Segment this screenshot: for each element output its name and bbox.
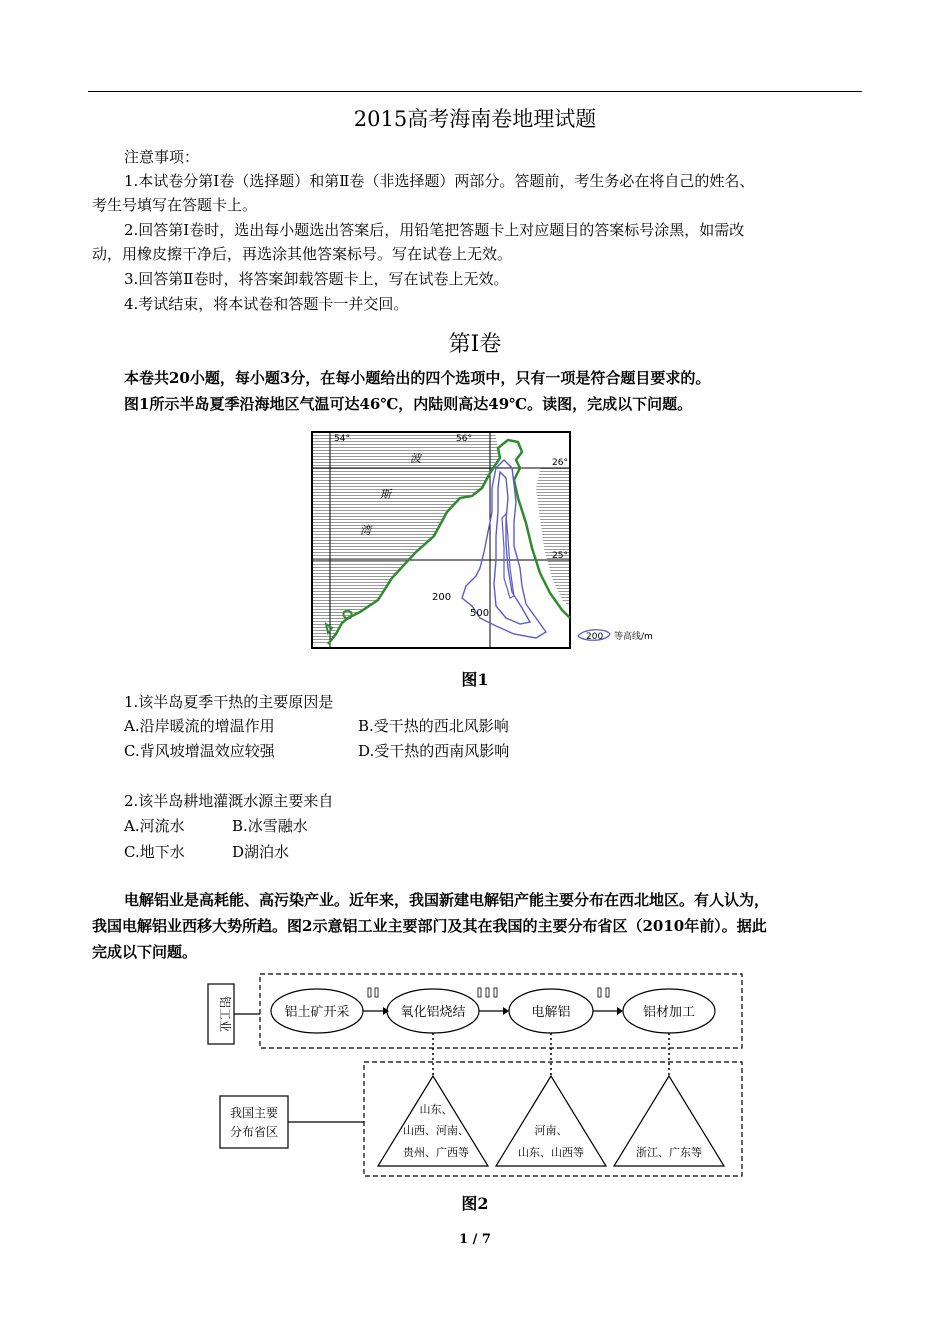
passage2-line-3: 完成以下问题。 xyxy=(92,943,198,961)
note-4: 4.考试结束，将本试卷和答题卡一并交回。 xyxy=(124,295,409,313)
q2-option-a[interactable]: A.河流水 xyxy=(124,817,185,835)
note-1-line-2: 考生号填写在答题卡上。 xyxy=(92,196,258,214)
q1-option-b[interactable]: B.受干热的西北风影响 xyxy=(358,717,509,735)
blank-mark xyxy=(598,988,601,997)
figure1-intro: 图1所示半岛夏季沿海地区气温可达46℃，内陆则高达49℃。读图，完成以下问题。 xyxy=(124,395,693,413)
triangle-2-line-2: 山东、山西等 xyxy=(518,1146,584,1159)
q1-option-c[interactable]: C.背风坡增温效应较强 xyxy=(124,742,275,760)
arrow-3-head xyxy=(617,1007,623,1015)
region-label-box xyxy=(220,1096,288,1148)
lon-54-label: 54° xyxy=(334,434,350,444)
dept-mining-label: 铝土矿开采 xyxy=(284,1005,350,1020)
lat-26-label: 26° xyxy=(552,458,568,468)
legend-label: 等高线/m xyxy=(614,632,653,642)
peninsula-map xyxy=(300,428,680,654)
triangle-1-line-3: 贵州、广西等 xyxy=(403,1146,469,1159)
triangle-2-line-1: 河南、 xyxy=(534,1124,568,1137)
dept-electrolysis-label: 电解铝 xyxy=(531,1005,571,1020)
blank-mark xyxy=(368,988,371,997)
section-intro: 本卷共20小题，每小题3分，在每小题给出的四个选项中，只有一项是符合题目要求的。 xyxy=(124,369,711,387)
region-label-line-1: 我国主要 xyxy=(229,1106,279,1120)
q1-stem: 1.该半岛夏季干热的主要原因是 xyxy=(124,693,334,711)
arrow-2-head xyxy=(503,1007,509,1015)
sea-label-2: 斯 xyxy=(380,488,391,501)
blank-mark xyxy=(478,988,481,997)
q2-option-c[interactable]: C.地下水 xyxy=(124,843,185,861)
triangle-1-line-2: 山西、河南、 xyxy=(403,1124,469,1137)
q2-option-b[interactable]: B.冰雪融水 xyxy=(232,817,308,835)
note-3: 3.回答第Ⅱ卷时，将答案卸载答题卡上，写在试卷上无效。 xyxy=(124,270,509,288)
note-1-line-1: 1.本试卷分第Ⅰ卷（选择题）和第Ⅱ卷（非选择题）两部分。答题前，考生务必在将自己的姓名、 xyxy=(124,172,755,190)
blank-mark xyxy=(494,988,497,997)
aluminium-industry-diagram xyxy=(200,966,760,1186)
note-2-line-1: 2.回答第Ⅰ卷时，选出每小题选出答案后，用铅笔把答题卡上对应题目的答案标号涂黑，如需改 xyxy=(124,221,745,239)
triangle-3-line-1: 浙江、广东等 xyxy=(636,1146,702,1159)
triangle-1-line-1: 山东、 xyxy=(419,1103,453,1116)
blank-mark xyxy=(375,988,378,997)
contour-200-label: 200 xyxy=(432,592,452,603)
section-title: 第Ⅰ卷 xyxy=(448,332,502,357)
blank-mark xyxy=(606,988,609,997)
sea-label-3: 湾 xyxy=(360,524,371,537)
figure1-caption: 图1 xyxy=(461,670,489,689)
figure2-caption: 图2 xyxy=(461,1194,489,1213)
passage2-line-2: 我国电解铝业西移大势所趋。图2示意铝工业主要部门及其在我国的主要分布省区（2010年前）。据此 xyxy=(92,917,767,935)
side-label: 铝工业 xyxy=(218,995,232,1033)
q2-option-d[interactable]: D湖泊水 xyxy=(232,843,290,861)
header-rule xyxy=(88,91,862,92)
q1-option-a[interactable]: A.沿岸暖流的增温作用 xyxy=(124,717,275,735)
q2-stem: 2.该半岛耕地灌溉水源主要来自 xyxy=(124,792,334,810)
sea-label-1: 波 xyxy=(410,452,421,465)
page-title: 2015高考海南卷地理试题 xyxy=(353,107,597,131)
note-2-line-2: 动，用橡皮擦干净后，再选涂其他答案标号。写在试卷上无效。 xyxy=(92,245,513,263)
legend-value: 200 xyxy=(586,632,604,642)
q1-option-d[interactable]: D.受干热的西南风影响 xyxy=(358,742,510,760)
page-number: 1 / 7 xyxy=(459,1232,491,1247)
blank-mark xyxy=(486,988,489,997)
lon-56-label: 56° xyxy=(456,434,472,444)
passage2-line-1: 电解铝业是高耗能、高污染产业。近年来，我国新建电解铝产能主要分布在西北地区。有人认为， xyxy=(124,891,770,909)
dept-alumina-label: 氧化铝烧结 xyxy=(400,1005,466,1020)
lat-25-label: 25° xyxy=(552,551,568,561)
dept-processing-label: 铝材加工 xyxy=(642,1005,696,1020)
region-label-line-2: 分布省区 xyxy=(229,1125,279,1139)
notes-heading: 注意事项： xyxy=(124,148,200,166)
contour-500-label: 500 xyxy=(470,608,490,619)
